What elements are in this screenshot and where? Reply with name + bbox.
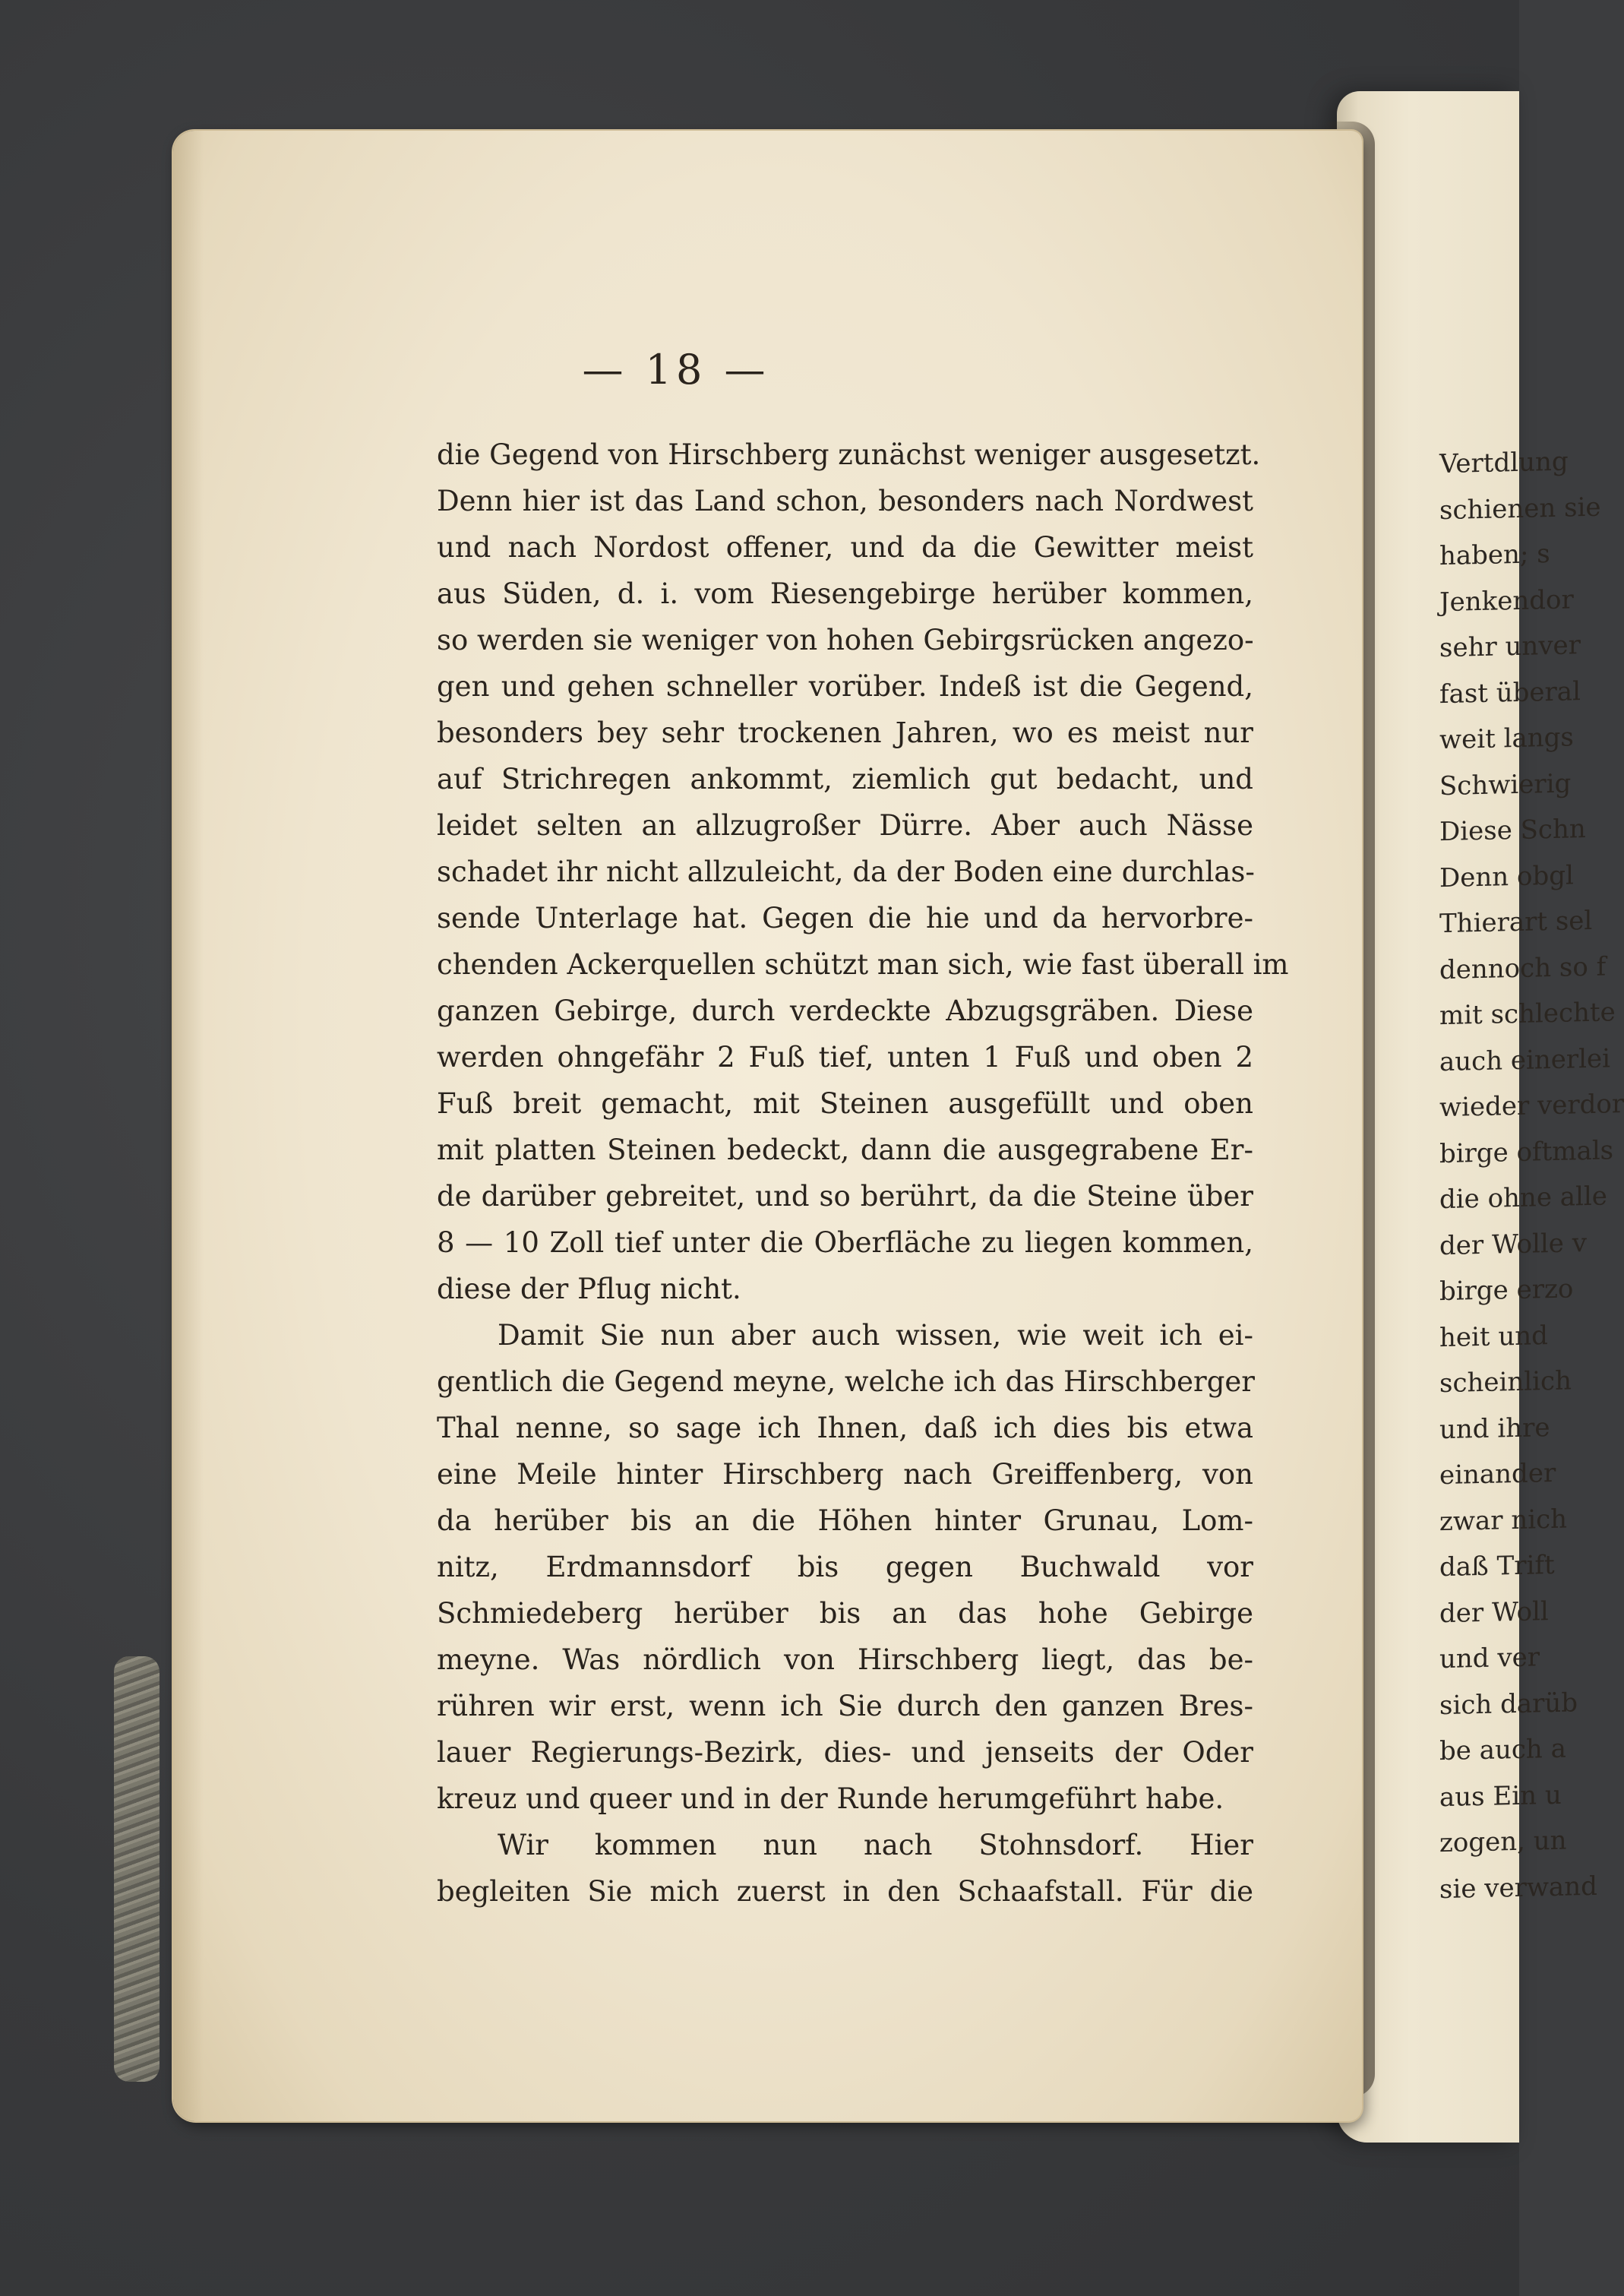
binding-thread xyxy=(114,1656,160,2082)
text-line: eine Meile hinter Hirschberg nach Greiffenberg, von xyxy=(437,1458,1253,1491)
facing-text-line: schienen sie xyxy=(1439,492,1601,526)
text-line: schadet ihr nicht allzuleicht, da der Boden eine durchlas- xyxy=(437,855,1255,888)
facing-text-line: birge oftmals xyxy=(1439,1134,1614,1169)
text-line: die Gegend von Hirschberg zunächst weniger ausgesetzt. xyxy=(437,438,1261,471)
facing-text-line: haben; s xyxy=(1439,539,1550,572)
text-line: werden ohngefähr 2 Fuß tief, unten 1 Fuß und oben 2 xyxy=(437,1041,1253,1074)
facing-text-line: heit und xyxy=(1439,1320,1548,1353)
text-line: kreuz und queer und in der Runde herumgeführt habe. xyxy=(437,1782,1224,1815)
text-line: 8 — 10 Zoll tief unter die Oberfläche zu liegen kommen, xyxy=(437,1226,1253,1259)
facing-text-line: Jenkendor xyxy=(1439,583,1574,618)
text-line: nitz, Erdmannsdorf bis gegen Buchwald vor xyxy=(437,1551,1253,1583)
text-line: da herüber bis an die Höhen hinter Grunau, Lom- xyxy=(437,1504,1253,1537)
facing-text-line: birge erzo xyxy=(1439,1273,1574,1308)
facing-text-line: wieder verdor xyxy=(1439,1089,1624,1124)
text-line: mit platten Steinen bedeckt, dann die ausgegrabene Er- xyxy=(437,1134,1253,1166)
facing-text-line: aus Ein u xyxy=(1439,1779,1562,1813)
page-number: — 18 — xyxy=(582,346,770,394)
facing-text-line: auch einerlei xyxy=(1439,1042,1611,1077)
facing-text-line: zogen, un xyxy=(1439,1825,1567,1859)
facing-text-line: sie verwand xyxy=(1439,1871,1597,1905)
facing-text-line: Vertdlung xyxy=(1439,446,1569,480)
text-line: Wir kommen nun nach Stohnsdorf. Hier xyxy=(498,1829,1253,1861)
text-line: chenden Ackerquellen schützt man sich, wie fast überall im xyxy=(437,948,1289,981)
text-line: aus Süden, d. i. vom Riesengebirge herüber kommen, xyxy=(437,577,1253,610)
text-line: Denn hier ist das Land schon, besonders nach Nordwest xyxy=(437,485,1253,517)
text-line: so werden sie weniger von hohen Gebirgsrücken angezo- xyxy=(437,624,1254,656)
facing-text-line: scheinlich xyxy=(1439,1365,1572,1399)
facing-text-line: einander xyxy=(1439,1457,1556,1491)
text-line: Damit Sie nun aber auch wissen, wie weit ich ei- xyxy=(498,1319,1253,1352)
facing-text-line: der Woll xyxy=(1439,1595,1549,1629)
text-line: meyne. Was nördlich von Hirschberg liegt, das be- xyxy=(437,1643,1253,1676)
body-text xyxy=(437,432,1289,1915)
facing-text-line: Schwierig xyxy=(1439,767,1572,802)
text-line: auf Strichregen ankommt, ziemlich gut bedacht, und xyxy=(437,763,1253,795)
facing-text-line: sich darüb xyxy=(1439,1687,1578,1721)
facing-text-line: be auch a xyxy=(1439,1733,1566,1767)
text-line: besonders bey sehr trockenen Jahren, wo es meist nur xyxy=(437,716,1253,749)
facing-page-text xyxy=(1439,440,1624,1912)
text-line: rühren wir erst, wenn ich Sie durch den ganzen Bres- xyxy=(437,1690,1253,1722)
facing-text-line: und ver xyxy=(1439,1642,1540,1675)
text-line: leidet selten an allzugroßer Dürre. Aber auch Nässe xyxy=(437,809,1253,842)
text-line: Thal nenne, so sage ich Ihnen, daß ich dies bis etwa xyxy=(437,1412,1253,1444)
text-line: begleiten Sie mich zuerst in den Schaafstall. Für die xyxy=(437,1875,1253,1908)
text-line: Fuß breit gemacht, mit Steinen ausgefüllt und oben xyxy=(437,1087,1253,1120)
facing-text-line: der Wolle v xyxy=(1439,1227,1587,1261)
facing-text-line: die ohne alle xyxy=(1439,1181,1607,1216)
text-line: de darüber gebreitet, und so berührt, da die Steine über xyxy=(437,1180,1253,1213)
page-edge-foxing xyxy=(173,131,204,2121)
facing-text-line: Diese Schn xyxy=(1439,814,1586,848)
text-line: lauer Regierungs-Bezirk, dies- und jenseits der Oder xyxy=(437,1736,1253,1769)
facing-text-line: mit schlechte xyxy=(1439,997,1616,1032)
facing-text-line: fast überal xyxy=(1439,675,1581,710)
text-line: sende Unterlage hat. Gegen die hie und da hervorbre- xyxy=(437,902,1253,935)
text-line: gentlich die Gegend meyne, welche ich das Hirschberger xyxy=(437,1365,1255,1398)
facing-text-line: weit langs xyxy=(1439,722,1574,756)
text-line: diese der Pflug nicht. xyxy=(437,1273,741,1305)
facing-text-line: Denn obgl xyxy=(1439,859,1574,893)
facing-text-line: dennoch so f xyxy=(1439,951,1607,985)
facing-text-line: Thierart sel xyxy=(1439,905,1593,940)
facing-text-line: zwar nich xyxy=(1439,1504,1568,1537)
text-line: Schmiedeberg herüber bis an das hohe Gebirge xyxy=(437,1597,1253,1630)
facing-text-line: daß Trift xyxy=(1439,1549,1555,1583)
text-line: gen und gehen schneller vorüber. Indeß ist die Gegend, xyxy=(437,670,1253,703)
text-line: und nach Nordost offener, und da die Gewitter meist xyxy=(437,531,1253,564)
facing-text-line: und ihre xyxy=(1439,1412,1550,1445)
text-line: ganzen Gebirge, durch verdeckte Abzugsgräben. Diese xyxy=(437,995,1253,1027)
facing-text-line: sehr unver xyxy=(1439,630,1581,664)
